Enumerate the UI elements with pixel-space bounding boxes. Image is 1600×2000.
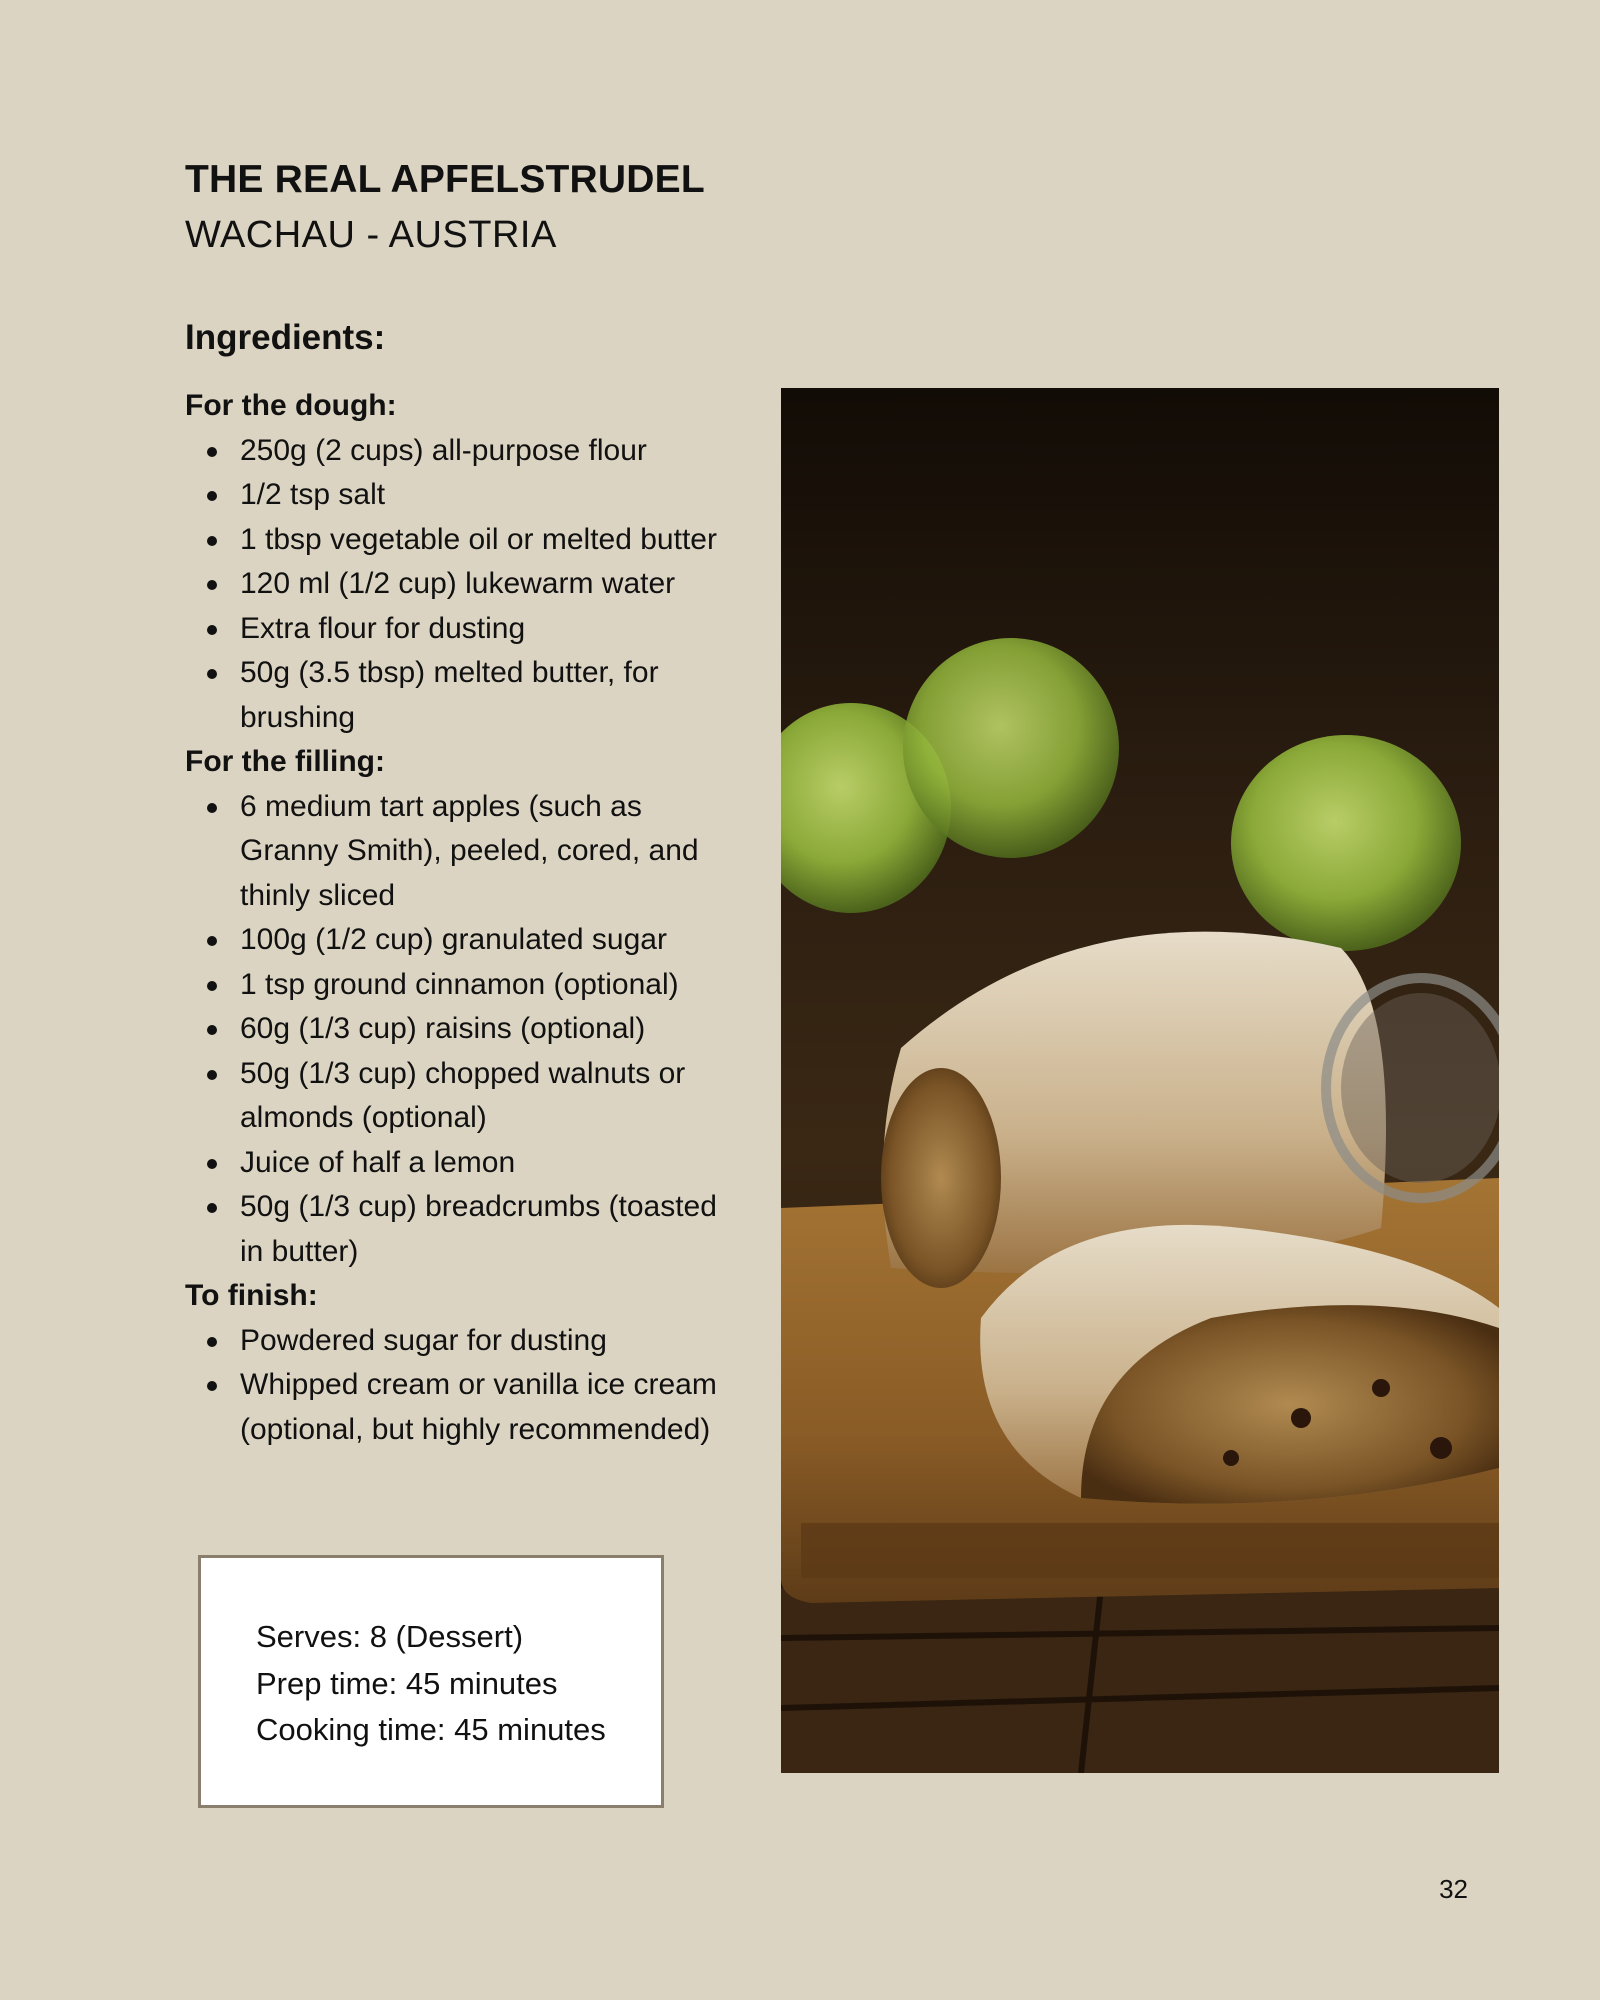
- ingredients-heading: Ingredients:: [185, 318, 386, 357]
- list-item: 50g (1/3 cup) breadcrumbs (toasted in butter): [185, 1185, 745, 1274]
- recipe-title: THE REAL APFELSTRUDEL: [185, 158, 705, 201]
- list-item: 60g (1/3 cup) raisins (optional): [185, 1007, 745, 1052]
- dough-list: [185, 429, 745, 741]
- filling-list: [185, 785, 745, 1275]
- list-item: Extra flour for dusting: [185, 607, 745, 652]
- list-item: 50g (1/3 cup) chopped walnuts or almonds (optional): [185, 1052, 745, 1141]
- list-item: Powdered sugar for dusting: [185, 1319, 745, 1364]
- list-item: 1/2 tsp salt: [185, 473, 745, 518]
- prep-time-text: Prep time: 45 minutes: [256, 1665, 558, 1701]
- ingredients-list: [185, 384, 745, 1452]
- list-item: 50g (3.5 tbsp) melted butter, for brushing: [185, 651, 745, 740]
- list-item: 1 tbsp vegetable oil or melted butter: [185, 518, 745, 563]
- recipe-region: WACHAU - AUSTRIA: [185, 214, 557, 256]
- list-item: 6 medium tart apples (such as Granny Smith), peeled, cored, and thinly sliced: [185, 785, 745, 919]
- page-number: 32: [1439, 1874, 1468, 1904]
- list-item: Juice of half a lemon: [185, 1141, 745, 1186]
- finish-heading: To finish:: [185, 1279, 318, 1312]
- dough-heading: For the dough:: [185, 389, 397, 422]
- list-item: 250g (2 cups) all-purpose flour: [185, 429, 745, 474]
- serves-text: Serves: 8 (Dessert): [256, 1619, 524, 1654]
- list-item: 120 ml (1/2 cup) lukewarm water: [185, 562, 745, 607]
- list-item: Whipped cream or vanilla ice cream (optional, but highly recommended): [185, 1363, 745, 1452]
- recipe-info-box: [198, 1555, 664, 1808]
- cooking-time-text: Cooking time: 45 minutes: [256, 1712, 606, 1747]
- filling-heading: For the filling:: [185, 745, 385, 778]
- list-item: 1 tsp ground cinnamon (optional): [185, 963, 745, 1008]
- list-item: 100g (1/2 cup) granulated sugar: [185, 918, 745, 963]
- finish-list: [185, 1319, 745, 1453]
- strudel-photo: [781, 388, 1499, 1773]
